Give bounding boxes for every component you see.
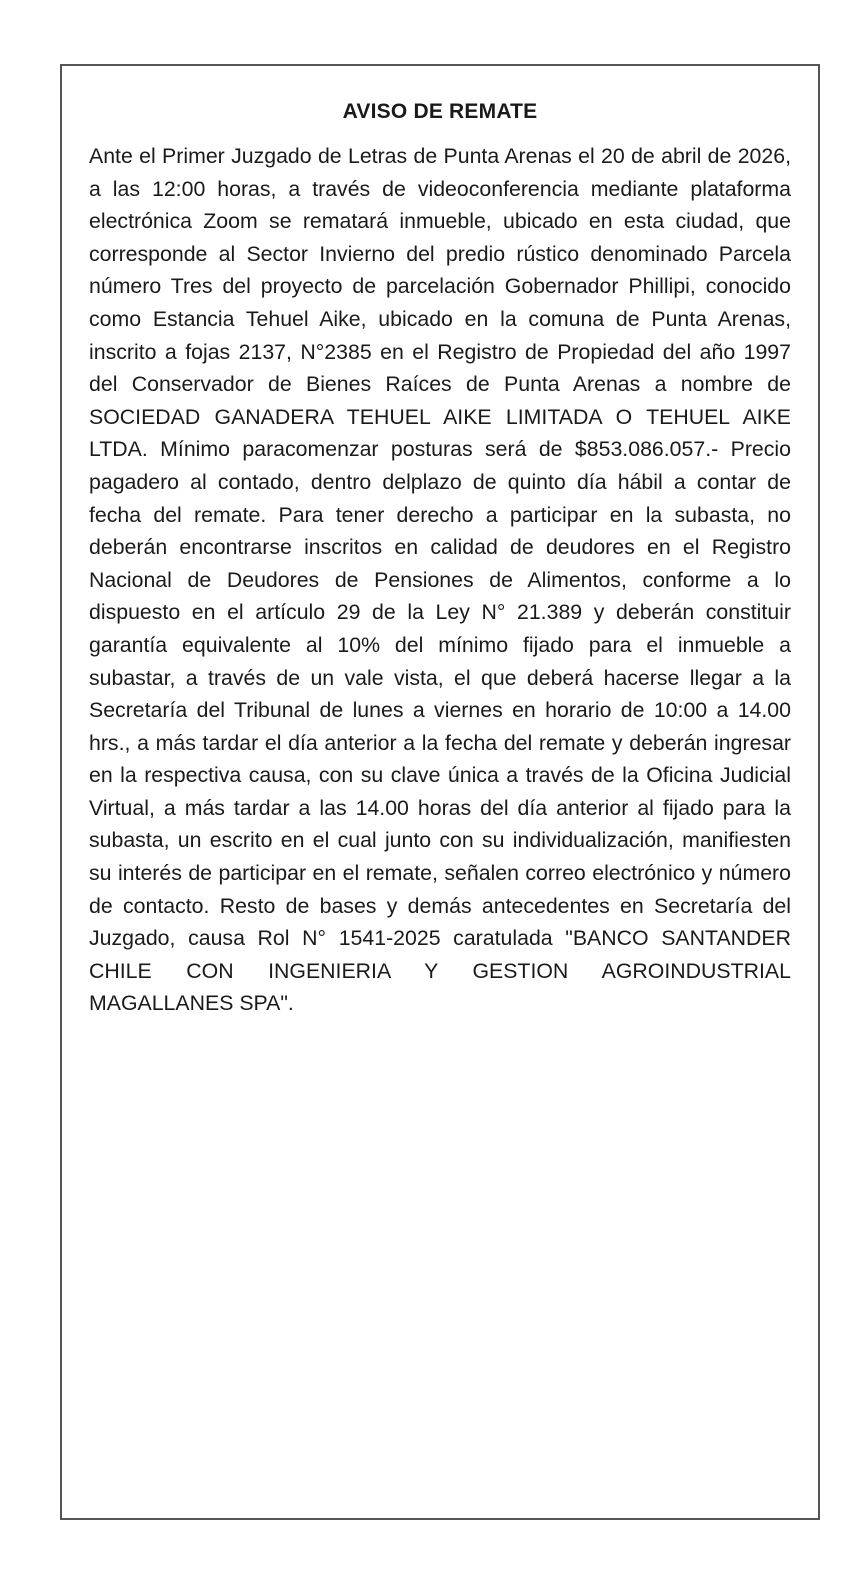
notice-title: AVISO DE REMATE <box>342 100 538 123</box>
auction-notice <box>60 64 820 1520</box>
notice-body: Ante el Primer Juzgado de Letras de Punta Arenas el 20 de abril de 2026, a las 12:00 horas, a través de videoconferencia mediante plataforma electrónica Zoom se rematará inmueble, ubicado en esta ciudad, que corresponde al Sector Invierno del predio rústico denominado Parcela número Tres del proyecto de parcelación Gobernador Phillipi, conocido como Estancia Tehuel Aike, ubicado en la comuna de Punta Arenas, inscrito a fojas 2137, N°2385 en el Registro de Propiedad del año 1997 del Conservador de Bienes Raíces de Punta Arenas a nombre de SOCIEDAD GANADERA TEHUEL AIKE LIMITADA O TEHUEL AIKE LTDA. Mínimo paracomenzar posturas será de $853.086.057.- Precio pagadero al contado, dentro delplazo de quinto día hábil a contar de fecha del remate. Para tener derecho a participar en la subasta, no deberán encontrarse inscritos en calidad de deudores en el Registro Nacional de Deudores de Pensiones de Alimentos, conforme a lo dispuesto en el artículo 29 de la Ley N° 21.389 y deberán constituir garantía equivalente al 10% del mínimo fijado para el inmueble a subastar, a través de un vale vista, el que deberá hacerse llegar a la Secretaría del Tribunal de lunes a viernes en horario de 10:00 a 14.00 hrs., a más tardar el día anterior a la fecha del remate y deberán ingresar en la respectiva causa, con su clave única a través de la Oficina Judicial Virtual, a más tardar a las 14.00 horas del día anterior al fijado para la subasta, un escrito en el cual junto con su individualización, manifiesten su interés de participar en el remate, señalen correo electrónico y número de contacto. Resto de bases y demás antecedentes en Secretaría del Juzgado, causa Rol N° 1541-2025 caratulada "BANCO SANTANDER CHILE CON INGENIERIA Y GESTION AGROINDUSTRIAL MAGALLANES SPA". <box>89 144 791 1016</box>
